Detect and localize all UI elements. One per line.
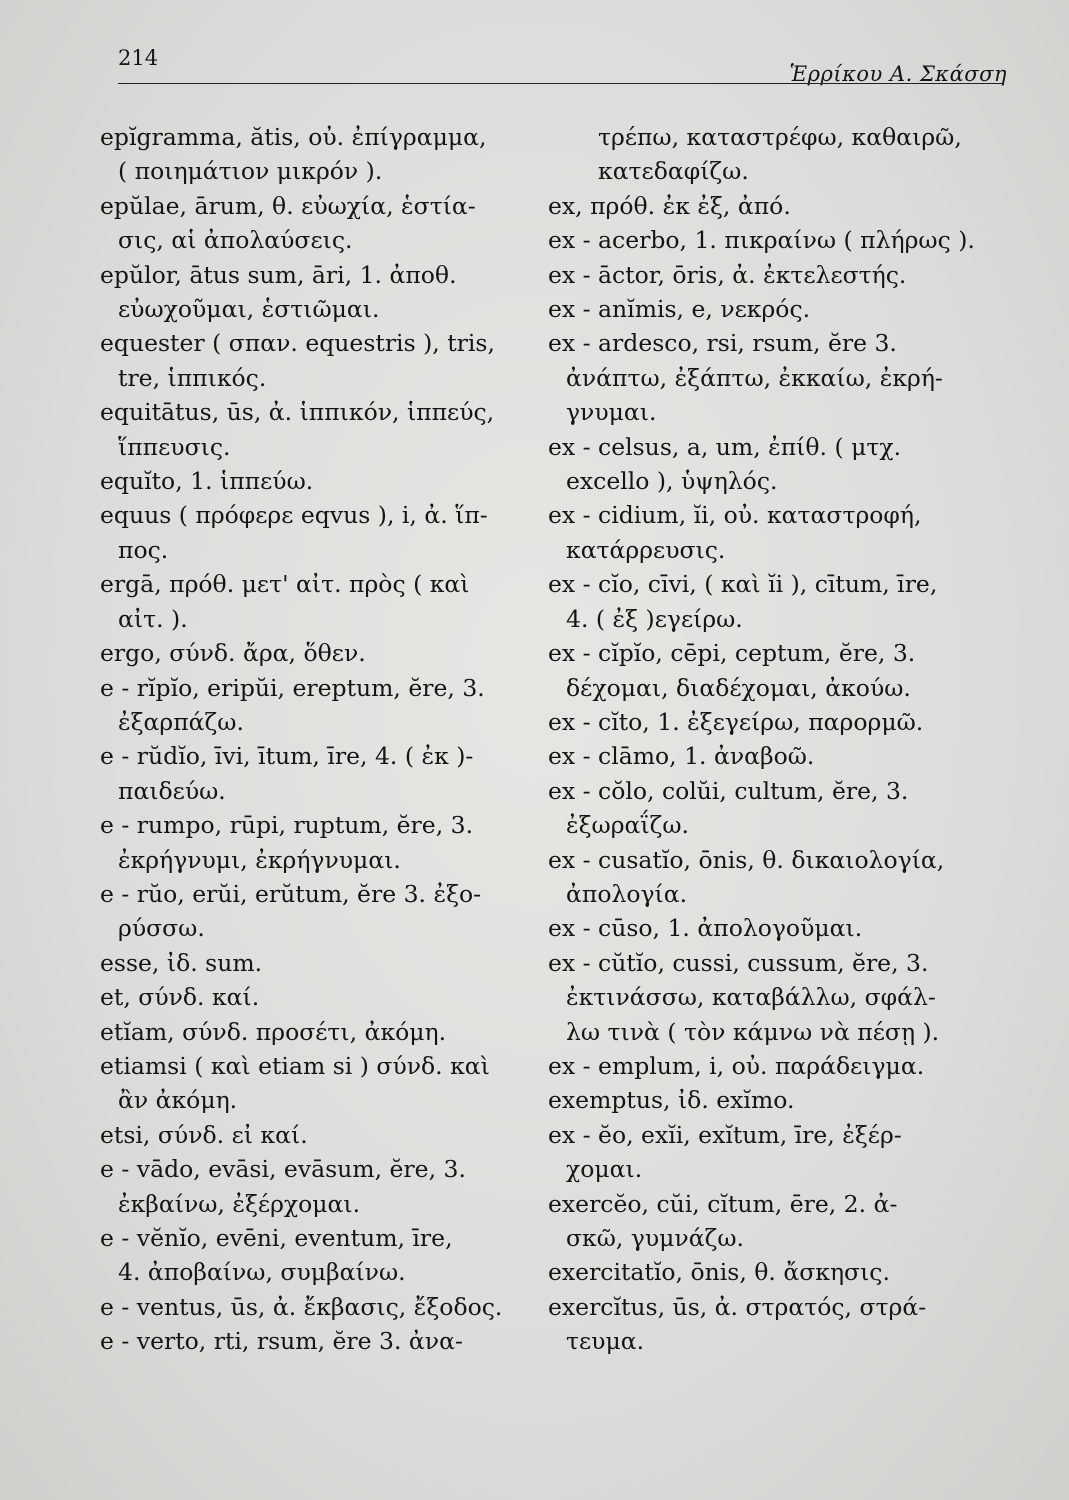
- entry-line: τευμα.: [566, 1327, 645, 1356]
- entry-line: ἐκβαίνω, ἐξέρχομαι.: [118, 1189, 361, 1218]
- entry-line: e - rĭpĭo, eripŭi, ereptum, ĕre, 3.: [100, 673, 485, 702]
- dictionary-entry: [100, 120, 540, 189]
- dictionary-entry: [548, 1187, 998, 1256]
- dictionary-entry: [100, 1221, 540, 1290]
- entry-line: equester ( σπαν. equestris ), tris,: [100, 329, 495, 358]
- entry-line: exercitatĭo, ōnis, θ. ἄσκησις.: [548, 1258, 890, 1287]
- dictionary-entry: [548, 739, 998, 773]
- running-title: Ἑρρίκου Α. Σκάσση: [789, 62, 1007, 86]
- dictionary-entry: [100, 1152, 540, 1221]
- dictionary-entry: [548, 189, 998, 223]
- entry-line: epĭgramma, ătis, οὐ. ἐπίγραμμα,: [100, 123, 487, 151]
- dictionary-entry: [548, 946, 998, 1049]
- dictionary-entry: [548, 567, 998, 636]
- dictionary-entry: [100, 980, 540, 1014]
- left-column: [100, 120, 540, 1359]
- entry-line: χομαι.: [566, 1155, 643, 1184]
- entry-line: ex - āctor, ōris, ἀ. ἐκτελεστής.: [548, 260, 907, 289]
- entry-line: exemptus, ἰδ. exĭmo.: [548, 1086, 795, 1115]
- right-column: [548, 120, 998, 1359]
- dictionary-entry: [100, 671, 540, 740]
- dictionary-entry: [548, 258, 998, 292]
- entry-line: excello ), ὑψηλός.: [566, 467, 778, 496]
- entry-line: ex - acerbo, 1. πικραίνω ( πλήρως ).: [548, 226, 975, 255]
- dictionary-entry: [548, 292, 998, 326]
- dictionary-entry: [100, 395, 540, 464]
- entry-line: e - rŭdĭo, īvi, ītum, īre, 4. ( ἐκ )-: [100, 742, 474, 771]
- entry-line: etĭam, σύνδ. προσέτι, ἀκόμη.: [100, 1017, 447, 1046]
- entry-line: equĭto, 1. ἱππεύω.: [100, 467, 314, 496]
- entry-line: εὐωχοῦμαι, ἑστιῶμαι.: [118, 295, 380, 324]
- entry-line: equitātus, ūs, ἀ. ἱππικόν, ἱππεύς,: [100, 398, 495, 427]
- dictionary-entry: [548, 1049, 998, 1083]
- entry-line: ἀνάπτω, ἐξάπτω, ἐκκαίω, ἐκρή-: [566, 363, 943, 392]
- dictionary-entry: [548, 843, 998, 912]
- entry-line: etsi, σύνδ. εἰ καί.: [100, 1120, 308, 1149]
- entry-line: et, σύνδ. καί.: [100, 983, 260, 1012]
- entry-line: πος.: [118, 535, 169, 564]
- entry-line: ἐξωραΐζω.: [566, 811, 689, 840]
- entry-line: ex - cŏlo, colŭi, cultum, ĕre, 3.: [548, 776, 909, 805]
- entry-line: σις, αἱ ἀπολαύσεις.: [118, 226, 353, 255]
- entry-line: δέχομαι, διαδέχομαι, ἀκούω.: [566, 673, 911, 702]
- dictionary-entry: [548, 911, 998, 945]
- entry-line: e - rumpo, rūpi, ruptum, ĕre, 3.: [100, 811, 474, 840]
- dictionary-entry: [100, 1118, 540, 1152]
- entry-line: ex, πρόθ. ἐκ ἐξ, ἀπό.: [548, 191, 791, 220]
- entry-line: ἵππευσις.: [118, 432, 231, 461]
- entry-line: ex - ĕo, exĭi, exĭtum, īre, ἐξέρ-: [548, 1120, 902, 1149]
- entry-line: ex - cūso, 1. ἀπολογοῦμαι.: [548, 914, 863, 943]
- dictionary-entry: [548, 705, 998, 739]
- entry-line: γνυμαι.: [566, 398, 657, 427]
- dictionary-entry: [548, 223, 998, 257]
- entry-line: ex - cĭpĭo, cēpi, ceptum, ĕre, 3.: [548, 639, 916, 668]
- entry-line: ρύσσω.: [118, 914, 205, 943]
- entry-line: ἐκρήγνυμι, ἐκρήγνυμαι.: [118, 845, 401, 874]
- dictionary-entry: [548, 1118, 998, 1187]
- entry-line: exercĕo, cŭi, cĭtum, ēre, 2. ἀ-: [548, 1189, 898, 1218]
- entry-line: 4. ( ἐξ )εγείρω.: [566, 604, 743, 633]
- dictionary-entry: [100, 946, 540, 980]
- entry-line: ἀπολογία.: [566, 879, 688, 908]
- entry-line: ex - celsus, a, um, ἐπίθ. ( μτχ.: [548, 432, 902, 461]
- entry-line: ex - emplum, i, οὐ. παράδειγμα.: [548, 1051, 925, 1080]
- entry-line: ergā, πρόθ. μετ' αἰτ. πρὸς ( καὶ: [100, 570, 470, 599]
- dictionary-entry: [100, 739, 540, 808]
- entry-line: ex - ardesco, rsi, rsum, ĕre 3.: [548, 329, 897, 358]
- entry-line: ex - cidium, ĭi, οὐ. καταστροφή,: [548, 501, 922, 530]
- dictionary-entry: [100, 1324, 540, 1358]
- entry-line: e - ventus, ūs, ἀ. ἔκβασις, ἔξοδος.: [100, 1292, 503, 1321]
- dictionary-entry: [100, 567, 540, 636]
- dictionary-entry: [100, 189, 540, 258]
- entry-line: e - rŭo, erŭi, erŭtum, ĕre 3. ἐξο-: [100, 879, 482, 908]
- header-rule: [118, 83, 1003, 84]
- entry-line: ex - cĭto, 1. ἐξεγείρω, παρορμῶ.: [548, 707, 924, 736]
- entry-line: ἐκτινάσσω, καταβάλλω, σφάλ-: [566, 983, 936, 1012]
- entry-line: e - vĕnĭo, evēni, eventum, īre,: [100, 1224, 453, 1252]
- dictionary-entry: [100, 464, 540, 498]
- entry-line: αἰτ. ).: [118, 604, 188, 633]
- dictionary-entry: [100, 326, 540, 395]
- entry-line: exercĭtus, ūs, ἀ. στρατός, στρά-: [548, 1292, 927, 1321]
- entry-line: ex - anĭmis, e, νεκρός.: [548, 295, 811, 324]
- entry-line: ἐξαρπάζω.: [118, 707, 244, 736]
- entry-line: e - verto, rti, rsum, ĕre 3. ἀνα-: [100, 1327, 463, 1356]
- dictionary-entry: [100, 877, 540, 946]
- entry-line: etiamsi ( καὶ etiam si ) σύνδ. καὶ: [100, 1051, 490, 1080]
- dictionary-entry: [100, 1049, 540, 1118]
- entry-line: ex - clāmo, 1. ἀναβοῶ.: [548, 742, 815, 771]
- dictionary-entry: [548, 1290, 998, 1359]
- dictionary-entry: [100, 808, 540, 877]
- entry-line: esse, ἰδ. sum.: [100, 948, 263, 977]
- entry-line: epŭlae, ārum, θ. εὐωχία, ἑστία-: [100, 191, 476, 220]
- dictionary-entry: [548, 120, 998, 189]
- entry-line: κατάρρευσις.: [566, 535, 726, 564]
- entry-line: equus ( πρόφερε eqvus ), i, ἀ. ἵπ-: [100, 501, 488, 530]
- entry-line: ex - cĭo, cīvi, ( καὶ ĭi ), cītum, īre,: [548, 570, 938, 599]
- dictionary-entry: [548, 326, 998, 429]
- dictionary-entry: [548, 498, 998, 567]
- dictionary-entry: [100, 636, 540, 670]
- dictionary-entry: [548, 1255, 998, 1289]
- entry-line: e - vādo, evāsi, evāsum, ĕre, 3.: [100, 1155, 466, 1184]
- dictionary-entry: [100, 1015, 540, 1049]
- dictionary-entry: [548, 774, 998, 843]
- entry-line: παιδεύω.: [118, 776, 226, 805]
- entry-line: ergo, σύνδ. ἄρα, ὅθεν.: [100, 639, 366, 668]
- dictionary-entry: [548, 1083, 998, 1117]
- entry-line: tre, ἱππικός.: [118, 363, 267, 392]
- dictionary-entry: [100, 258, 540, 327]
- entry-line: ex - cŭtĭo, cussi, cussum, ĕre, 3.: [548, 948, 929, 977]
- dictionary-entry: [548, 430, 998, 499]
- page-number: 214: [118, 46, 159, 70]
- entry-line: τρέπω, καταστρέφω, καθαιρῶ,: [598, 123, 962, 151]
- entry-line: ex - cusatĭo, ōnis, θ. δικαιολογία,: [548, 845, 945, 874]
- entry-line: ( ποιημάτιον μικρόν ).: [118, 157, 383, 186]
- dictionary-entry: [100, 498, 540, 567]
- dictionary-entry: [548, 636, 998, 705]
- entry-line: κατεδαφίζω.: [598, 157, 749, 186]
- entry-line: epŭlor, ātus sum, āri, 1. ἀποθ.: [100, 260, 457, 289]
- entry-line: 4. ἀποβαίνω, συμβαίνω.: [118, 1258, 406, 1287]
- entry-line: ἂν ἀκόμη.: [118, 1086, 238, 1115]
- entry-line: σκῶ, γυμνάζω.: [566, 1224, 744, 1252]
- entry-line: λω τινὰ ( τὸν κάμνω νὰ πέσῃ ).: [566, 1017, 940, 1046]
- dictionary-entry: [100, 1290, 540, 1324]
